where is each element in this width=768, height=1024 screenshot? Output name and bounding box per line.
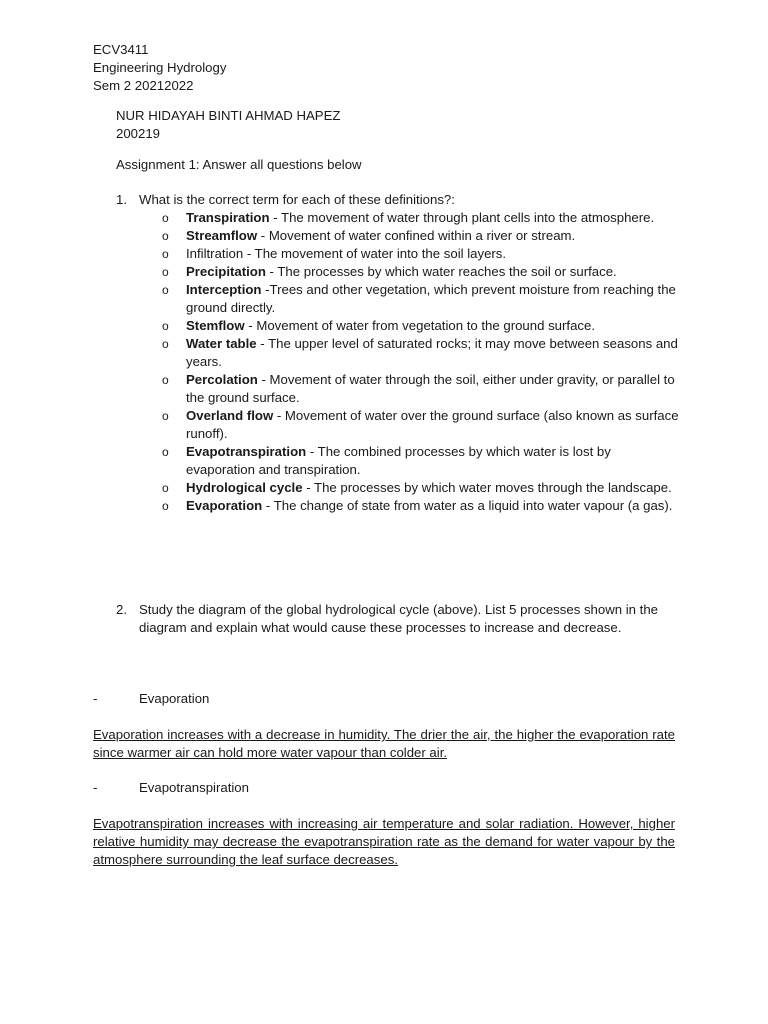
process-label: Evaporation (139, 691, 210, 706)
definition-term: Evapotranspiration (186, 444, 307, 459)
process-heading (93, 690, 209, 708)
definition-text: - The processes by which water moves through the landscape. (302, 480, 672, 495)
bullet-marker: o (162, 445, 169, 459)
definition-term: Hydrological cycle (186, 480, 303, 495)
bullet-marker: o (162, 373, 169, 387)
definition-term: Streamflow (186, 228, 258, 243)
bullet-marker: o (162, 247, 169, 261)
question-number: 2. (116, 602, 127, 617)
definition-term: Stemflow (186, 318, 245, 333)
process-answer: Evapotranspiration increases with increasing air temperature and solar radiation. However, higher relative humidity may decrease the evapotranspiration rate as the demand for water vapour by the atmosphere surrounding the leaf surface decreases. (93, 816, 675, 867)
definition-text: - The movement of water through plant cells into the atmosphere. (269, 210, 655, 225)
student-info (116, 107, 340, 143)
definition-item (162, 371, 682, 407)
definition-item (162, 335, 682, 371)
dash-marker: - (93, 780, 98, 795)
definition-text: - Movement of water confined within a river or stream. (257, 228, 576, 243)
dash-marker: - (93, 691, 98, 706)
definition-text: - The change of state from water as a liquid into water vapour (a gas). (262, 498, 673, 513)
bullet-marker: o (162, 319, 169, 333)
question-2 (116, 601, 676, 637)
process-heading (93, 779, 249, 797)
definition-list (162, 209, 682, 515)
bullet-marker: o (162, 283, 169, 297)
process-answer: Evaporation increases with a decrease in humidity. The drier the air, the higher the evaporation rate since warmer air can hold more water vapour than colder air. (93, 727, 675, 760)
definition-text: - The processes by which water reaches the soil or surface. (265, 264, 617, 279)
course-name: Engineering Hydrology (93, 60, 227, 75)
definition-text: - Movement of water through the soil, either under gravity, or parallel to the ground surface. (186, 372, 675, 405)
bullet-marker: o (162, 211, 169, 225)
process-label: Evapotranspiration (139, 780, 249, 795)
student-id: 200219 (116, 126, 161, 141)
bullet-marker: o (162, 499, 169, 513)
course-code: ECV3411 (93, 42, 149, 57)
definition-item (162, 479, 682, 497)
question-number: 1. (116, 192, 127, 207)
definition-item (162, 263, 682, 281)
question-text: What is the correct term for each of these definitions?: (139, 192, 455, 207)
definition-text: - Movement of water from vegetation to the ground surface. (244, 318, 596, 333)
definition-item (162, 281, 682, 317)
bullet-marker: o (162, 265, 169, 279)
definition-term: Overland flow (186, 408, 274, 423)
bullet-marker: o (162, 481, 169, 495)
question-text: Study the diagram of the global hydrological cycle (above). List 5 processes shown in the diagram and explain what would cause these processes to increase and decrease. (139, 602, 658, 635)
definition-item (162, 227, 682, 245)
definition-term: Precipitation (186, 264, 266, 279)
assignment-title: Assignment 1: Answer all questions below (116, 157, 362, 172)
definition-term: Interception (186, 282, 262, 297)
question-1 (116, 191, 676, 209)
definition-text: - The upper level of saturated rocks; it may move between seasons and years. (186, 336, 678, 369)
course-header (93, 41, 226, 95)
definition-item (162, 443, 682, 479)
definition-term: Water table (186, 336, 257, 351)
definition-term: Evaporation (186, 498, 263, 513)
semester: Sem 2 20212022 (93, 78, 194, 93)
bullet-marker: o (162, 409, 169, 423)
definition-text: - Movement of water over the ground surface (also known as surface runoff). (186, 408, 679, 441)
bullet-marker: o (162, 337, 169, 351)
definition-text: - The combined processes by which water is lost by evaporation and transpiration. (186, 444, 611, 477)
definition-text: Infiltration - The movement of water into the soil layers. (186, 246, 507, 261)
definition-item (162, 209, 682, 227)
bullet-marker: o (162, 229, 169, 243)
definition-term: Percolation (186, 372, 258, 387)
definition-item (162, 497, 682, 515)
definition-item (162, 407, 682, 443)
student-name: NUR HIDAYAH BINTI AHMAD HAPEZ (116, 108, 341, 123)
definition-item (162, 245, 682, 263)
definition-text: -Trees and other vegetation, which prevent moisture from reaching the ground directly. (186, 282, 676, 315)
definition-item (162, 317, 682, 335)
definition-term: Transpiration (186, 210, 270, 225)
